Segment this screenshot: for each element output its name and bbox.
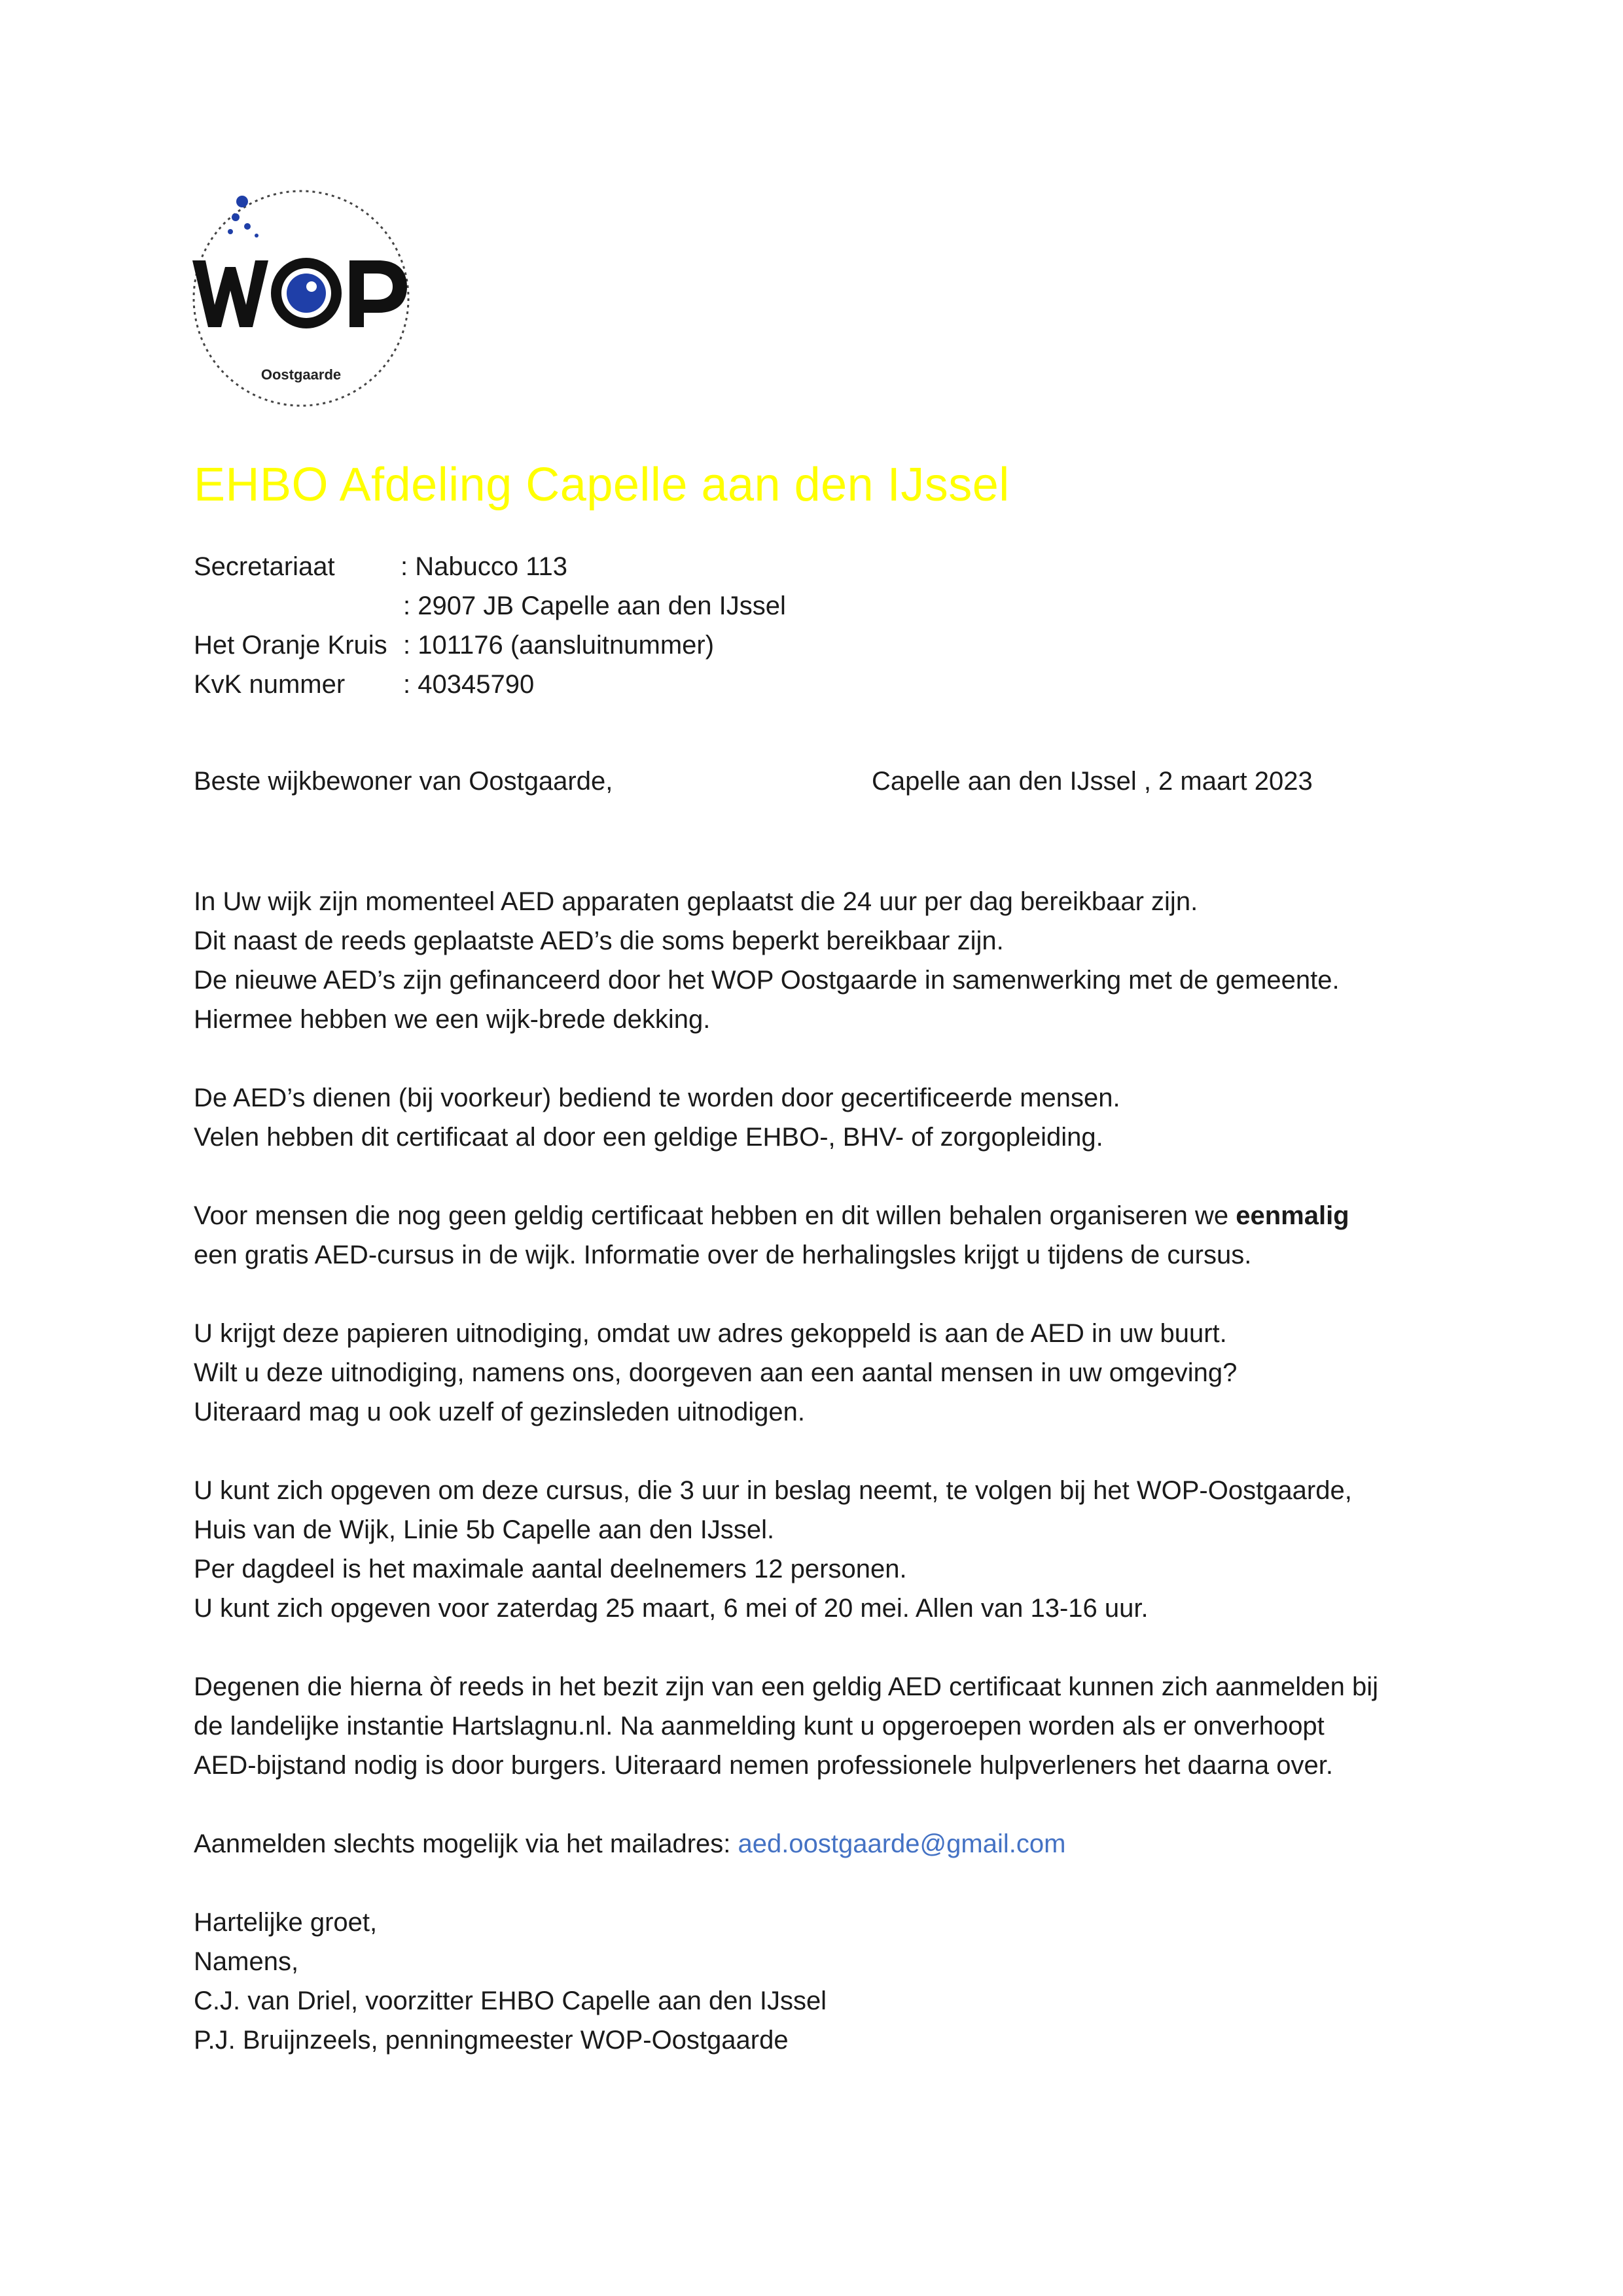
email-link[interactable]: aed.oostgaarde@gmail.com — [738, 1829, 1066, 1858]
body-line: De AED’s dienen (bij voorkeur) bediend te worden door gecertificeerde mensen. — [194, 1084, 1120, 1112]
paragraph-hartslagnu — [194, 1667, 1503, 1785]
body-line: Dit naast de reeds geplaatste AED’s die soms beperkt bereikbaar zijn. — [194, 927, 1004, 955]
oranje-kruis-value: : 101176 (aansluitnummer) — [403, 631, 715, 660]
closing-block — [194, 1903, 827, 2060]
logo-subtext: Oostgaarde — [260, 366, 342, 383]
body-line: De nieuwe AED’s zijn gefinanceerd door het WOP Oostgaarde in samenwerking met de gemeente. — [194, 966, 1340, 995]
secretariaat-address-line1: : Nabucco 113 — [401, 552, 567, 581]
paragraph-course-offer — [194, 1196, 1503, 1275]
paragraph-signup-details — [194, 1471, 1503, 1628]
body-line: In Uw wijk zijn momenteel AED apparaten geplaatst die 24 uur per dag bereikbaar zijn. — [194, 887, 1198, 916]
body-line: Uiteraard mag u ook uzelf of gezinsleden uitnodigen. — [194, 1398, 805, 1426]
body-line: Wilt u deze uitnodiging, namens ons, doorgeven aan een aantal mensen in uw omgeving? — [194, 1358, 1238, 1387]
paragraph-invitation — [194, 1314, 1503, 1432]
body-text: Aanmelden slechts mogelijk via het mailadres: — [194, 1829, 738, 1858]
body-line: een gratis AED-cursus in de wijk. Informatie over de herhalingsles krijgt u tijdens de cursus. — [194, 1241, 1252, 1269]
body-line — [194, 1196, 1503, 1235]
closing-greeting: Hartelijke groet, — [194, 1908, 378, 1937]
body-line: Velen hebben dit certificaat al door een geldige EHBO-, BHV- of zorgopleiding. — [194, 1123, 1103, 1152]
signer-1: C.J. van Driel, voorzitter EHBO Capelle aan den IJssel — [194, 1987, 827, 2015]
body-line — [194, 1824, 1503, 1863]
body-line: U krijgt deze papieren uitnodiging, omdat uw adres gekoppeld is aan de AED in uw buurt. — [194, 1319, 1227, 1348]
body-line: U kunt zich opgeven om deze cursus, die 3 uur in beslag neemt, te volgen bij het WOP-Oostgaarde, — [194, 1476, 1352, 1505]
signer-2: P.J. Bruijnzeels, penningmeester WOP-Oostgaarde — [194, 2026, 789, 2055]
paragraph-email — [194, 1824, 1503, 1863]
kvk-value: : 40345790 — [403, 670, 535, 699]
paragraph-certification — [194, 1078, 1503, 1157]
body-line: Hiermee hebben we een wijk-brede dekking. — [194, 1005, 711, 1034]
place-date: Capelle aan den IJssel , 2 maart 2023 — [872, 767, 1313, 796]
body-line: Huis van de Wijk, Linie 5b Capelle aan den IJssel. — [194, 1515, 775, 1544]
closing-namens: Namens, — [194, 1947, 299, 1976]
oranje-kruis-label: Het Oranje Kruis — [194, 631, 387, 660]
page-title: EHBO Afdeling Capelle aan den IJssel — [194, 459, 1010, 511]
salutation: Beste wijkbewoner van Oostgaarde, — [194, 767, 613, 796]
paragraph-aed-placement — [194, 882, 1503, 1039]
body-line: U kunt zich opgeven voor zaterdag 25 maart, 6 mei of 20 mei. Allen van 13-16 uur. — [194, 1594, 1149, 1623]
emphasis-eenmalig: eenmalig — [1236, 1201, 1349, 1230]
body-line: de landelijke instantie Hartslagnu.nl. Na aanmelding kunt u opgeroepen worden als er onverhoopt — [194, 1712, 1325, 1740]
secretariaat-address-line2: : 2907 JB Capelle aan den IJssel — [403, 592, 786, 620]
body-line: Per dagdeel is het maximale aantal deelnemers 12 personen. — [194, 1555, 907, 1583]
body-line: AED-bijstand nodig is door burgers. Uiteraard nemen professionele hulpverleners het daarna over. — [194, 1751, 1333, 1780]
secretariaat-label: Secretariaat — [194, 552, 335, 581]
letter-body — [194, 882, 1503, 1903]
body-line: Degenen die hierna òf reeds in het bezit zijn van een geldig AED certificaat kunnen zich aanmelden bij — [194, 1672, 1379, 1701]
wop-oostgaarde-logo — [191, 188, 411, 408]
kvk-label: KvK nummer — [194, 670, 346, 699]
body-text: Voor mensen die nog geen geldig certificaat hebben en dit willen behalen organiseren we — [194, 1201, 1236, 1230]
